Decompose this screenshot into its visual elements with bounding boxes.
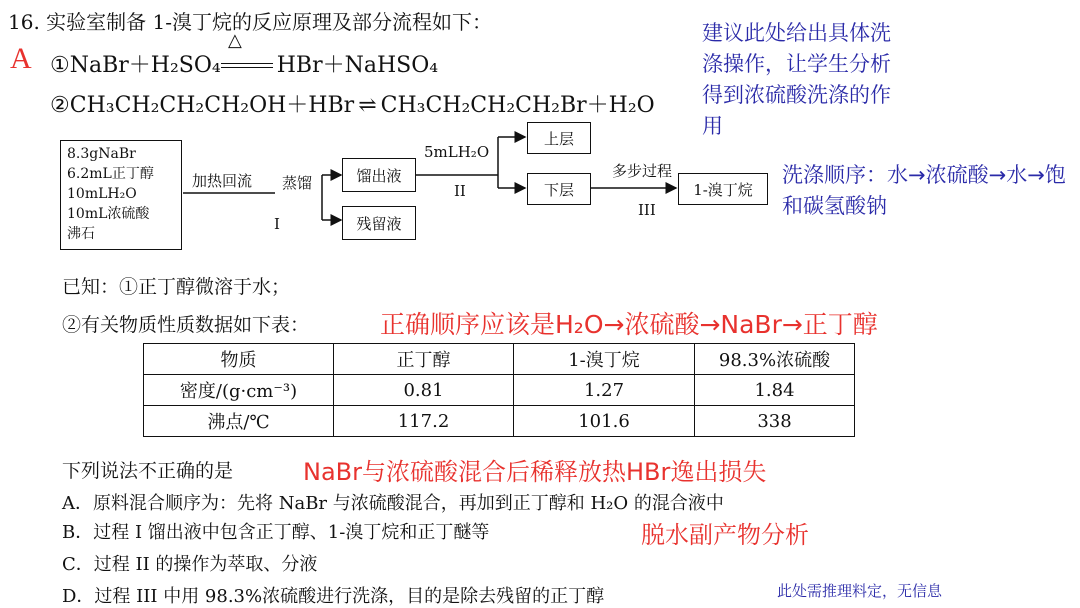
reaction-2-left: CH₃CH₂CH₂CH₂OH＋HBr [69,93,355,118]
question-stem: 下列说法不正确的是 [62,460,234,482]
red-note-byproduct: 脱水副产物分析 [641,521,809,549]
table-cell: 1.27 [514,375,695,406]
question-title-text: 实验室制备 1-溴丁烷的反应原理及部分流程如下： [46,10,493,34]
reaction-1-right: HBr＋NaHSO₄ [276,53,439,78]
red-note-order: 正确顺序应该是H₂O→浓硫酸→NaBr→正丁醇 [380,310,878,339]
reagent-item: 沸石 [67,226,95,242]
lower-layer-box: 下层 [527,173,591,205]
flow-roman-1: I [274,215,280,233]
properties-table [143,343,855,437]
reaction-1-marker: ① [50,53,70,78]
product-box: 1-溴丁烷 [678,173,768,205]
option-b: B．过程 I 馏出液中包含正丁醇、1-溴丁烷和正丁醚等 [62,522,490,543]
reagent-item: 10mLH₂O [67,186,137,202]
reaction-1-left: NaBr＋H₂SO₄ [69,53,221,78]
flow-label-multistep: 多步过程 [612,162,673,180]
reagents-box [60,140,182,250]
table-header: 正丁醇 [334,344,514,375]
question-number: 16. [8,10,40,34]
table-row [144,406,855,437]
residue-box: 残留液 [342,206,416,240]
option-c: C．过程 II 的操作为萃取、分液 [62,554,318,575]
blue-note-wash: 建议此处给出具体洗涤操作，让学生分析得到浓硫酸洗涤的作用 [702,21,891,138]
flow-roman-3: III [638,201,656,219]
known-line-2: ②有关物质性质数据如下表： [62,314,310,336]
blue-note-order: 洗涤顺序：水→浓硫酸→水→饱和碳氢酸钠 [782,163,1066,218]
table-cell: 338 [695,406,855,437]
reaction-1 [50,48,438,79]
flow-label-reflux: 加热回流 [192,172,253,190]
table-header: 98.3%浓硫酸 [695,344,855,375]
reagent-item: 10mL浓硫酸 [67,206,150,222]
table-header-row [144,344,855,375]
table-cell: 101.6 [514,406,695,437]
flow-roman-2: II [454,182,466,200]
table-cell: 0.81 [334,375,514,406]
double-line-arrow-icon [221,61,277,71]
table-cell: 密度/(g·cm⁻³) [144,375,334,406]
equilibrium-arrow-icon: ⇌ [358,93,377,118]
distillate-box: 馏出液 [342,158,416,192]
reagent-item: 8.3gNaBr [67,146,136,162]
reaction-2 [50,88,655,119]
answer-mark: A [10,42,32,75]
question-title [8,6,492,35]
upper-layer-box: 上层 [527,122,591,154]
blue-note-inference: 此处需推理料定，无信息 [777,582,943,600]
option-d: D．过程 III 中用 98.3%浓硫酸进行洗涤，目的是除去残留的正丁醇 [62,586,605,607]
known-line-1: 已知：①正丁醇微溶于水； [62,276,291,298]
table-cell: 117.2 [334,406,514,437]
table-header: 物质 [144,344,334,375]
reagent-item: 6.2mL正丁醇 [67,166,154,182]
reaction-2-marker: ② [50,93,70,118]
red-note-heat: NaBr与浓硫酸混合后稀释放热HBr逸出损失 [303,458,767,486]
flow-label-water: 5mLH₂O [424,143,490,161]
table-header: 1-溴丁烷 [514,344,695,375]
table-cell: 沸点/℃ [144,406,334,437]
heat-condition: △ [228,30,242,51]
table-cell: 1.84 [695,375,855,406]
flow-label-distill: 蒸馏 [282,174,313,192]
option-a: A．原料混合顺序为：先将 NaBr 与浓硫酸混合，再加到正丁醇和 H₂O 的混合液中 [62,493,724,514]
table-row [144,375,855,406]
reaction-2-right: CH₃CH₂CH₂CH₂Br＋H₂O [380,93,655,118]
